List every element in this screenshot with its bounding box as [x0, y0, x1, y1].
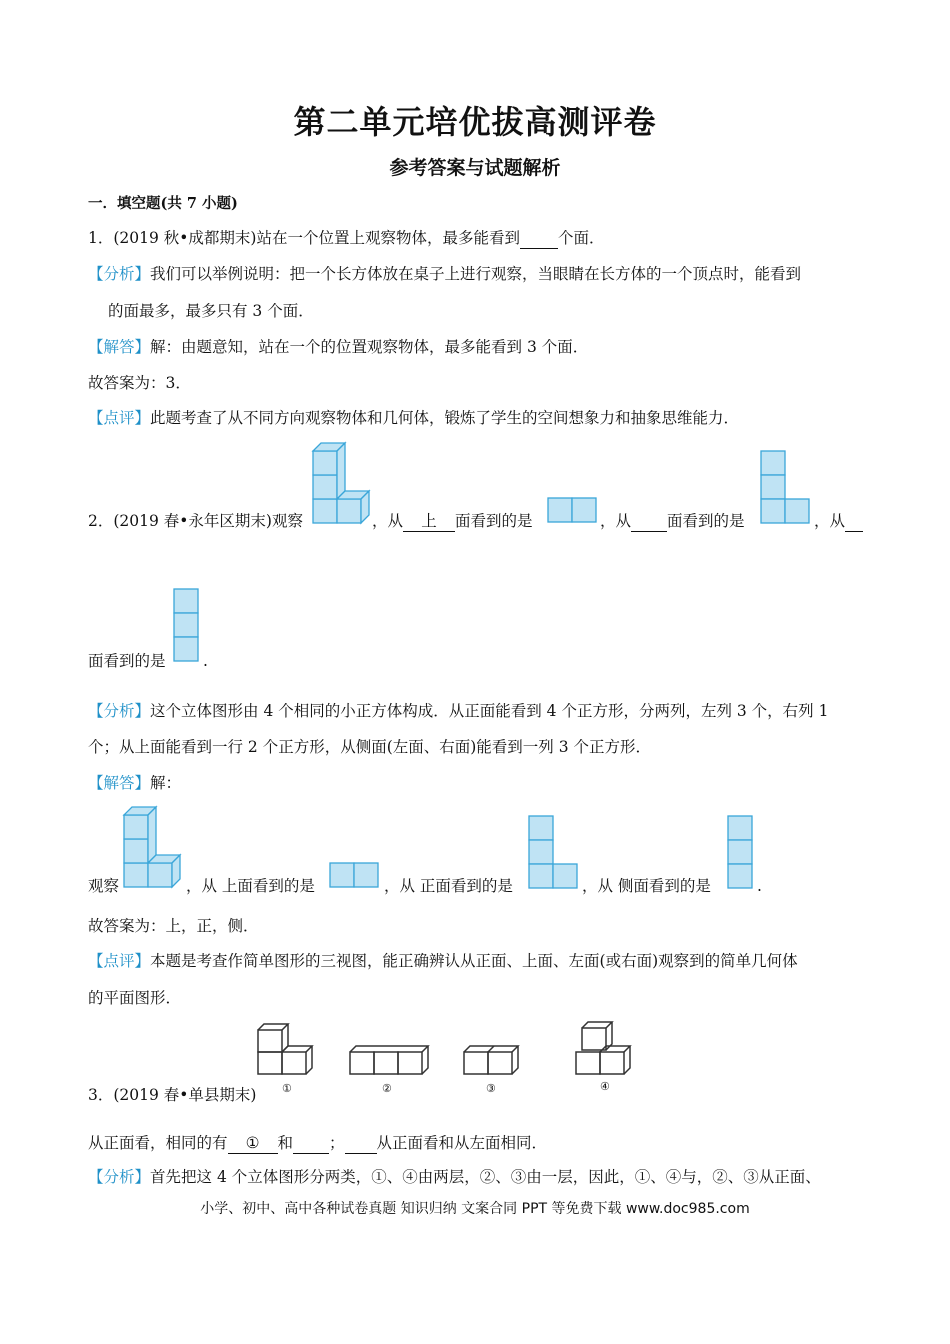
q2-ans-top-view — [329, 862, 381, 888]
q1-stem: 1．(2019 秋•成都期末)站在一个位置上观察物体，最多能看到 个面． — [88, 229, 605, 247]
q3-analysis: 【分析】首先把这 4 个立体图形分两类，①、④由两层，②、③由一层，因此，①、④与，②、③从正面、 — [88, 1168, 821, 1186]
q3-figure-4 — [576, 1022, 630, 1074]
q2-ans-d: ，从 侧面看到的是 — [582, 877, 711, 895]
q2-ans-observe: 观察 — [88, 877, 120, 895]
q2-top-view — [547, 497, 599, 523]
q3-figure-2 — [350, 1046, 428, 1074]
q2-ans-b: ，从 上面看到的是 — [186, 877, 315, 895]
q2-solid-figure — [311, 441, 371, 525]
q2-ans-e: . — [757, 877, 762, 895]
q3-label-4: ④ — [600, 1080, 610, 1093]
q3-line: 从正面看，相同的有 ① 和 ； 从正面看和从左面相同． — [88, 1134, 548, 1152]
q2-answer-label: 【解答】解： — [88, 774, 182, 792]
q2-ans-front-view — [528, 815, 580, 889]
page-title: 第二单元培优拔高测评卷 — [293, 103, 657, 141]
q3-stem: 3．(2019 春•单县期末) — [88, 1086, 257, 1104]
q1-answer: 【解答】解：由题意知，站在一个的位置观察物体，最多能看到 3 个面． — [88, 338, 589, 356]
q3-label-2: ② — [382, 1082, 392, 1095]
page-footer: 小学、初中、高中各种试卷真题 知识归纳 文案合同 PPT 等免费下载 www.doc985.com — [200, 1201, 750, 1217]
q2-side-view — [173, 588, 201, 662]
q1-analysis: 【分析】我们可以举例说明：把一个长方体放在桌子上进行观察，当眼睛在长方体的一个顶点时，能看到 — [88, 265, 802, 283]
q3-label-3: ③ — [486, 1082, 496, 1095]
q2-stem-h: . — [203, 652, 208, 670]
q2-comment: 【点评】本题是考查作简单图形的三视图，能正确辨认从正面、上面、左面(或右面)观察到的简单几何体 — [88, 952, 798, 970]
section-heading: 一．填空题(共 7 小题) — [88, 195, 238, 212]
q2-ans-side-view — [727, 815, 755, 889]
q3-figure-1 — [258, 1024, 312, 1074]
q2-stem-f: ，从 — [814, 511, 863, 532]
page-subtitle: 参考答案与试题解析 — [389, 157, 561, 179]
q2-ans-c: ，从 正面看到的是 — [384, 877, 513, 895]
q1-analysis-cont: 的面最多，最多只有 3 个面． — [108, 302, 314, 320]
q2-stem-d: ，从 面看到的是 — [600, 512, 745, 530]
q2-comment-cont: 的平面图形． — [88, 989, 182, 1007]
q3-figures — [250, 1020, 640, 1100]
q1-comment: 【点评】此题考查了从不同方向观察物体和几何体，锻炼了学生的空间想象力和抽象思维能力． — [88, 409, 740, 427]
q2-stem-b: ，从 上 面看到的是 — [372, 512, 533, 530]
q2-ans-solid-figure — [122, 805, 184, 889]
q2-front-view — [760, 450, 812, 524]
q1-result: 故答案为：3． — [88, 374, 191, 392]
q2-stem-g: 面看到的是 — [88, 652, 166, 670]
q3-label-1: ① — [282, 1082, 292, 1095]
q2-stem-a: 2．(2019 春•永年区期末)观察 — [88, 512, 303, 530]
q2-analysis-cont: 个；从上面能看到一行 2 个正方形，从侧面(左面、右面)能看到一列 3 个正方形． — [88, 738, 652, 756]
q2-analysis: 【分析】这个立体图形由 4 个相同的小正方体构成．从正面能看到 4 个正方形，分两列，左列 3 个，右列 1 — [88, 702, 829, 720]
q3-figure-3 — [464, 1046, 518, 1074]
q2-result: 故答案为：上，正，侧． — [88, 917, 259, 935]
